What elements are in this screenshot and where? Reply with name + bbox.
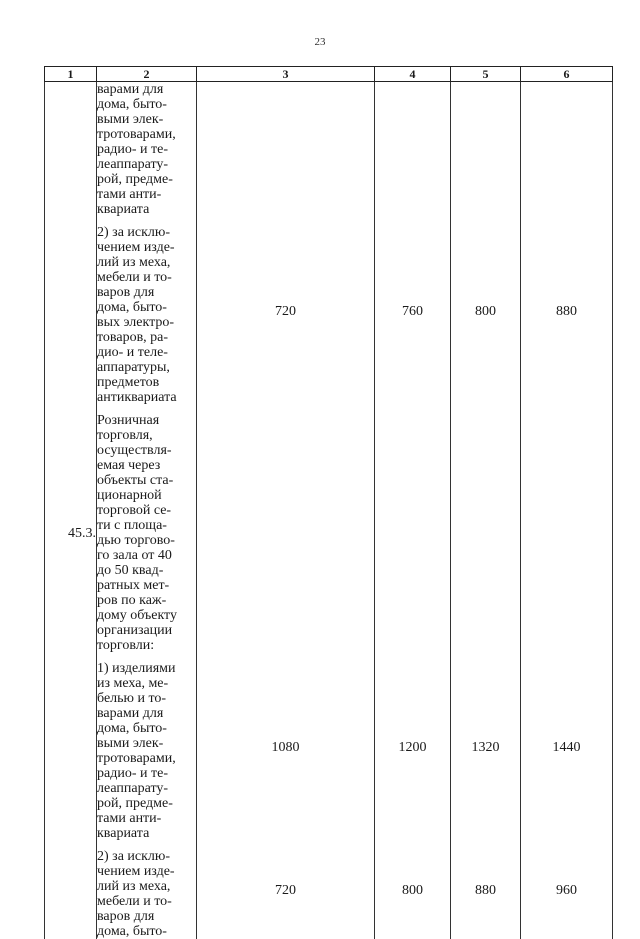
column-header: 3 — [197, 67, 375, 82]
column-header: 4 — [375, 67, 451, 82]
value-col6: 1440 — [521, 653, 613, 841]
value-col6: 880 — [521, 217, 613, 405]
value-col5 — [451, 405, 521, 653]
row-code — [45, 841, 97, 939]
column-header: 6 — [521, 67, 613, 82]
value-col3: 720 — [197, 841, 375, 939]
value-col5: 880 — [451, 841, 521, 939]
table-row — [45, 82, 613, 218]
value-col3: 1080 — [197, 653, 375, 841]
row-code — [45, 653, 97, 841]
value-col3: 720 — [197, 217, 375, 405]
table-row — [45, 217, 613, 405]
tariff-table — [44, 66, 613, 939]
row-description-text: варами для дома, быто- выми элек- тротоварами, радио- и те- леаппарату- рой, предме- тами анти- квариата — [97, 82, 176, 217]
page-number: 23 — [314, 36, 326, 48]
row-description-text: Розничная торговля, осуществля- емая через объекты ста- ционарной торговой се- ти с площа- дью торгово- го зала от 40 до 50 квад- ратных мет- ров по каж- дому объекту организации торговли: — [97, 413, 177, 653]
table-header-row — [45, 67, 613, 82]
table-row — [45, 841, 613, 939]
value-col6: 960 — [521, 841, 613, 939]
row-description — [97, 841, 197, 939]
value-col6 — [521, 82, 613, 218]
value-col3 — [197, 82, 375, 218]
value-col4 — [375, 82, 451, 218]
value-col4: 800 — [375, 841, 451, 939]
column-header: 1 — [45, 67, 97, 82]
row-description — [97, 217, 197, 405]
value-col4 — [375, 405, 451, 653]
row-code — [45, 82, 97, 218]
value-col4: 1200 — [375, 653, 451, 841]
table-row — [45, 653, 613, 841]
table-row — [45, 405, 613, 653]
value-col3 — [197, 405, 375, 653]
row-description — [97, 653, 197, 841]
column-header: 5 — [451, 67, 521, 82]
row-description-text: 1) изделиями из меха, ме- белью и то- варами для дома, быто- выми элек- тротоварами, радио- и те- леаппарату- рой, предме- тами анти- квариата — [97, 661, 176, 841]
row-description — [97, 82, 197, 218]
row-code: 45.3. — [45, 405, 97, 653]
value-col5 — [451, 82, 521, 218]
column-header: 2 — [97, 67, 197, 82]
value-col4: 760 — [375, 217, 451, 405]
row-code — [45, 217, 97, 405]
value-col6 — [521, 405, 613, 653]
row-description-text: 2) за исклю- чением изде- лий из меха, мебели и то- варов для дома, быто- вых электро- товаров, ра- дио- и теле- аппаратуры, предметов антиквариата — [97, 225, 177, 405]
row-description — [97, 405, 197, 653]
value-col5: 1320 — [451, 653, 521, 841]
row-description-text: 2) за исклю- чением изде- лий из меха, мебели и то- варов для дома, быто- — [97, 849, 175, 939]
value-col5: 800 — [451, 217, 521, 405]
